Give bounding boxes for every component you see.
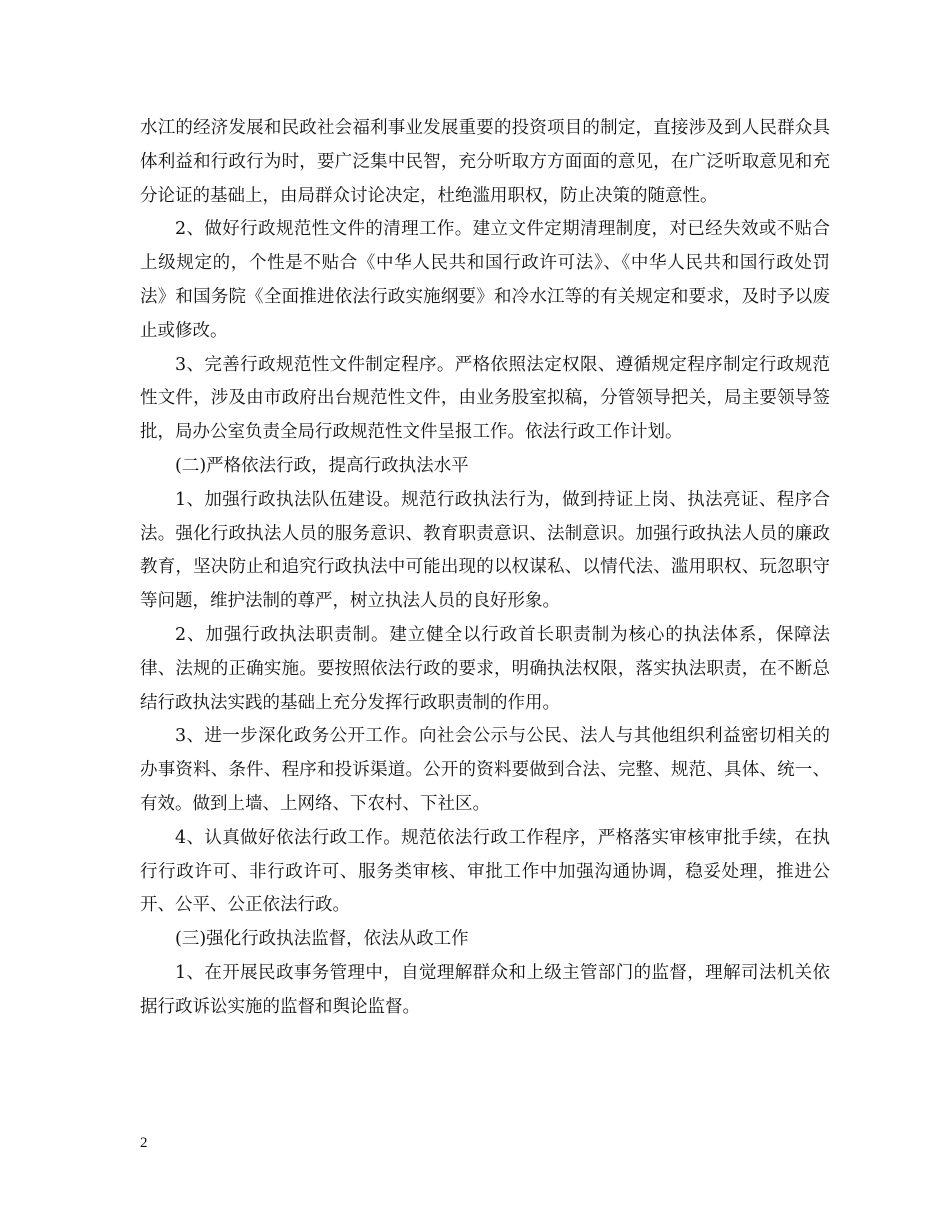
paragraph-8: 4、认真做好依法行政工作。规范依法行政工作程序，严格落实审核审批手续，在执行行政许可、非行政许可、服务类审核、审批工作中加强沟通协调，稳妥处理，推进公开、公平、公正依法行政。 <box>140 827 830 916</box>
paragraph-6: 2、加强行政执法职责制。建立健全以行政首长职责制为核心的执法体系，保障法律、法规的正确实施。要按照依法行政的要求，明确执法权限，落实执法职责，在不断总结行政执法实践的基础上充分发挥行政职责制的作用。 <box>140 624 830 713</box>
section-heading-2: (二)严格依法行政，提高行政执法水平 <box>175 455 469 476</box>
paragraph-1: 水江的经济发展和民政社会福利事业发展重要的投资项目的制定，直接涉及到人民群众具体利益和行政行为时，要广泛集中民智，充分听取方方面面的意见，在广泛听取意见和充分论证的基础上，由局群众讨论决定，杜绝滥用职权，防止决策的随意性。 <box>140 118 830 206</box>
page-number: 2 <box>140 1135 148 1151</box>
section-heading-3: (三)强化行政执法监督，依法从政工作 <box>175 929 469 950</box>
paragraph-7: 3、进一步深化政务公开工作。向社会公示与公民、法人与其他组织利益密切相关的办事资料、条件、程序和投诉渠道。公开的资料要做到合法、完整、规范、具体、统一、有效。做到上墙、上网络、下农村、下社区。 <box>140 726 830 814</box>
paragraph-10: 1、在开展民政事务管理中，自觉理解群众和上级主管部门的监督，理解司法机关依据行政诉讼实施的监督和舆论监督。 <box>140 962 830 1017</box>
document-body <box>140 112 830 1025</box>
paragraph-5: 1、加强行政执法队伍建设。规范行政执法行为，做到持证上岗、执法亮证、程序合法。强化行政执法人员的服务意识、教育职责意识、法制意识。加强行政执法人员的廉政教育，坚决防止和追究行政执法中可能出现的以权谋私、以情代法、滥用职权、玩忽职守等问题，维护法制的尊严，树立执法人员的良好形象。 <box>140 489 830 612</box>
paragraph-2: 2、做好行政规范性文件的清理工作。建立文件定期清理制度，对已经失效或不贴合上级规定的，个性是不贴合《中华人民共和国行政许可法》、《中华人民共和国行政处罚法》和国务院《全面推进依法行政实施纲要》和冷水江等的有关规定和要求，及时予以废止或修改。 <box>140 219 830 341</box>
paragraph-3: 3、完善行政规范性文件制定程序。严格依照法定权限、遵循规定程序制定行政规范性文件，涉及由市政府出台规范性文件，由业务股室拟稿，分管领导把关，局主要领导签批，局办公室负责全局行政规范性文件呈报工作。依法行政工作计划。 <box>140 354 830 443</box>
